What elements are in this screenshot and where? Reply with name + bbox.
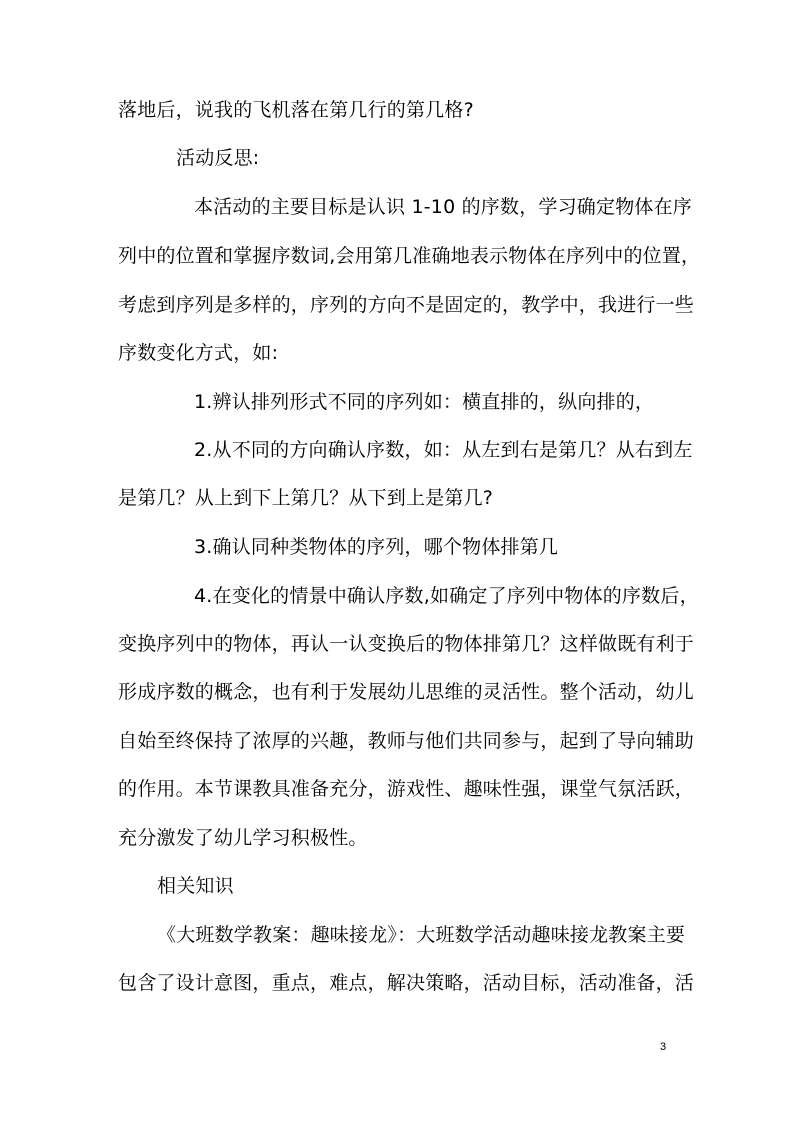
text-line-14: 自始至终保持了浓厚的兴趣，教师与他们共同参与，起到了导向辅助 bbox=[118, 730, 695, 752]
text-line-3: 本活动的主要目标是认识 1-10 的序数，学习确定物体在序 bbox=[194, 196, 693, 218]
section-heading: 相关知识 bbox=[157, 875, 234, 897]
list-item-1: 1.辨认排列形式不同的序列如：横直排的，纵向排的， bbox=[194, 391, 655, 413]
text-line-15: 的作用。本节课教具准备充分，游戏性、趣味性强，课堂气氛活跃， bbox=[118, 778, 695, 800]
list-item-4: 4.在变化的情景中确认序数,如确定了序列中物体的序数后， bbox=[194, 585, 699, 607]
list-item-3: 3.确认同种类物体的序列，哪个物体排第几 bbox=[194, 536, 559, 558]
text-line-6: 序数变化方式，如: bbox=[118, 342, 279, 364]
text-line-5: 考虑到序列是多样的，序列的方向不是固定的，教学中，我进行一些 bbox=[118, 294, 695, 316]
page-number: 3 bbox=[660, 1041, 667, 1053]
text-line-19: 包含了设计意图，重点，难点，解决策略，活动目标，活动准备，活 bbox=[118, 972, 695, 994]
text-line-2: 活动反思: bbox=[176, 147, 260, 169]
text-line-18: 《大班数学教案：趣味接龙》：大班数学活动趣味接龙教案主要 bbox=[157, 924, 686, 946]
text-line-13: 形成序数的概念，也有利于发展幼儿思维的灵活性。整个活动，幼儿 bbox=[118, 681, 695, 703]
list-item-2: 2.从不同的方向确认序数，如：从左到右是第几？从右到左 bbox=[194, 439, 693, 461]
text-line-4: 列中的位置和掌握序数词,会用第几准确地表示物体在序列中的位置， bbox=[118, 245, 701, 267]
text-line-12: 变换序列中的物体，再认一认变换后的物体排第几？这样做既有利于 bbox=[118, 633, 695, 655]
text-line-9: 是第几？从上到下上第几？从下到上是第几? bbox=[118, 487, 494, 509]
text-line-16: 充分激发了幼儿学习积极性。 bbox=[118, 827, 368, 849]
text-line-1: 落地后，说我的飞机落在第几行的第几格? bbox=[118, 99, 474, 121]
